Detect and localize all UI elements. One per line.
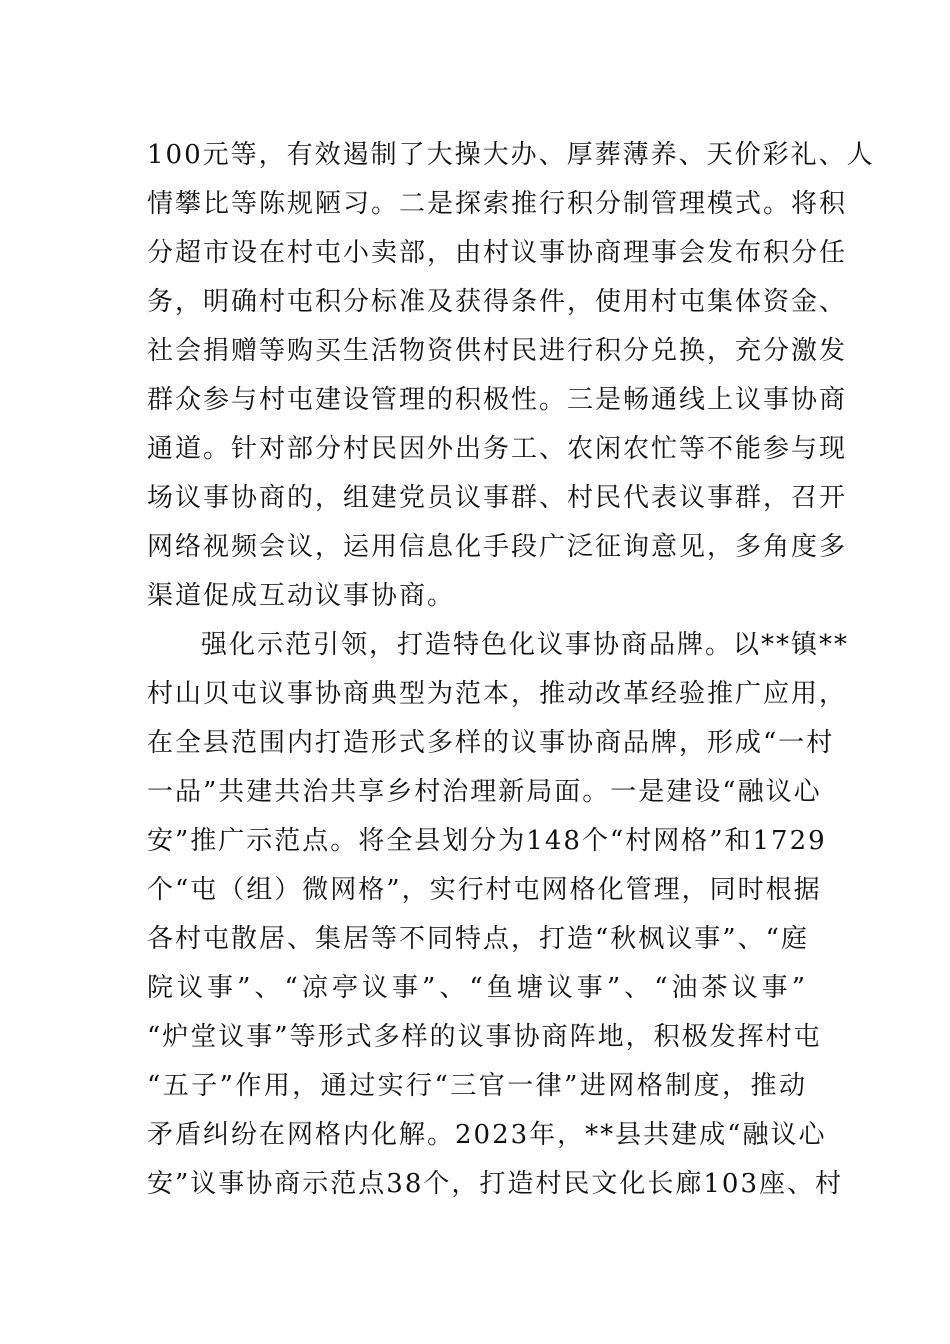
paragraph-2-line: 个“屯（组）微网格”，实行村屯网格化管理，同时根据 bbox=[147, 875, 822, 905]
paragraph-2-line: “炉堂议事”等形式多样的议事协商阵地，积极发挥村屯 bbox=[147, 1022, 822, 1052]
paragraph-1-line: 场议事协商的，组建党员议事群、村民代表议事群，召开 bbox=[147, 483, 848, 513]
paragraph-2-line: 一品”共建共治共享乡村治理新局面。一是建设“融议心 bbox=[147, 777, 822, 807]
paragraph-1-line: 情攀比等陈规陋习。二是探索推行积分制管理模式。将积 bbox=[147, 189, 848, 219]
paragraph-2-line: 在全县范围内打造形式多样的议事协商品牌，形成“一村 bbox=[147, 728, 835, 758]
paragraph-2-line: 各村屯散居、集居等不同特点，打造“秋枫议事”、“庭 bbox=[147, 924, 809, 954]
paragraph-1-line: 通道。针对部分村民因外出务工、农闲农忙等不能参与现 bbox=[147, 434, 848, 464]
paragraph-1-last-line: 渠道促成互动议事协商。 bbox=[147, 581, 456, 611]
paragraph-2-line: 矛盾纠纷在网格内化解。2023年，**县共建成“融议心 bbox=[147, 1120, 827, 1150]
paragraph-2-line: 安”推广示范点。将全县划分为148个“村网格”和1729 bbox=[147, 826, 827, 856]
paragraph-1-line: 网络视频会议，运用信息化手段广泛征询意见，多角度多 bbox=[147, 532, 848, 562]
paragraph-1-line: 100元等，有效遏制了大操大办、厚葬薄养、天价彩礼、人 bbox=[147, 140, 875, 170]
paragraph-2-line: “五子”作用，通过实行“三官一律”进网格制度，推动 bbox=[147, 1071, 807, 1101]
paragraph-2-line: 安”议事协商示范点38个，打造村民文化长廊103座、村 bbox=[147, 1169, 844, 1199]
paragraph-2-first-line: 强化示范引领，打造特色化议事协商品牌。以**镇** bbox=[201, 630, 850, 660]
paragraph-1-line: 务，明确村屯积分标准及获得条件，使用村屯集体资金、 bbox=[147, 287, 848, 317]
paragraph-1-line: 群众参与村屯建设管理的积极性。三是畅通线上议事协商 bbox=[147, 385, 848, 415]
body-text bbox=[147, 131, 875, 1209]
paragraph-2-line: 村山贝屯议事协商典型为范本，推动改革经验推广应用， bbox=[147, 679, 848, 709]
paragraph-1-line: 分超市设在村屯小卖部，由村议事协商理事会发布积分任 bbox=[147, 238, 848, 268]
paragraph-2-line: 院议事”、“凉亭议事”、“鱼塘议事”、“油茶议事” bbox=[147, 973, 807, 1003]
paragraph-1-line: 社会捐赠等购买生活物资供村民进行积分兑换，充分激发 bbox=[147, 336, 848, 366]
